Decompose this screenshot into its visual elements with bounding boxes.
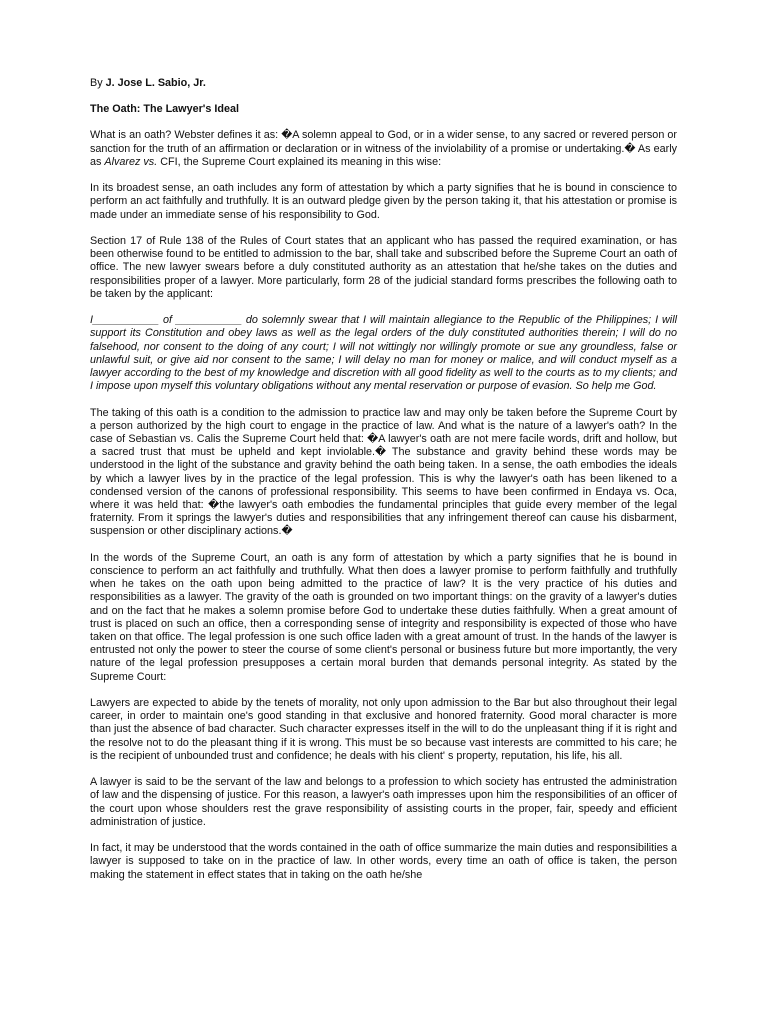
article-title: The Oath: The Lawyer's Ideal <box>90 103 239 116</box>
paragraph-1-text-b: CFI, the Supreme Court explained its meaning in this wise: <box>157 155 442 168</box>
paragraph-7-quote: Lawyers are expected to abide by the tenets of morality, not only upon admission to the Bar but also throughout their legal career, in order to maintain one's good standing in that exclusive and honored fraternity. Good moral character is more than just the absence of bad character. Such character expresses itself in the will to do the unpleasant thing if it is right and the resolve not to do the pleasant thing if it is wrong. This must be so because vast interests are committed to his care; he is the recipient of unbounded trust and confidence; he deals with his client' s property, reputation, his life, his all. <box>90 697 677 762</box>
document-page <box>90 77 677 895</box>
author-name: J. Jose L. Sabio, Jr. <box>105 77 206 89</box>
paragraph-9: In fact, it may be understood that the words contained in the oath of office summarize the main duties and responsibilities a lawyer is supposed to take on in the practice of law. In other words, every time an oath of office is taken, the person making the statement in effect states that in taking on the oath he/she <box>90 842 677 881</box>
paragraph-5: The taking of this oath is a condition to the admission to practice law and may only be taken before the Supreme Court by a person authorized by the high court to engage in the practice of law. And what is the nature of a lawyer's oath? In the case of Sebastian vs. Calis the Supreme Court held that: �A lawyer's oath are not mere facile words, drift and hollow, but a sacred trust that must be upheld and kept inviolable.� The substance and gravity behind these words may be understood in the light of the substance and gravity behind the oath being taken. In a sense, the oath embodies the ideals by which a lawyer lives by in the practice of the legal profession. This is why the lawyer's oath has been likened to a condensed version of the canons of professional responsibility. This seems to have been confirmed in Endaya vs. Oca, where it was held that: �the lawyer's oath embodies the fundamental principles that guide every member of the legal fraternity. From it springs the lawyer's duties and responsibilities that any infringement thereof can cause his disbarment, suspension or other disciplinary actions.� <box>90 406 677 538</box>
paragraph-8: A lawyer is said to be the servant of the law and belongs to a profession to which society has entrusted the administration of law and the dispensing of justice. For this reason, a lawyer's oath impresses upon him the responsibilities of an officer of the court upon whose shoulders rest the grave responsibility of assisting courts in the proper, fair, speedy and efficient administration of justice. <box>90 776 677 828</box>
paragraph-1 <box>90 129 677 169</box>
paragraph-2: In its broadest sense, an oath includes any form of attestation by which a party signifies that he is bound in conscience to perform an act faithfully and truthfully. It is an outward pledge given by the person taking it, that his attestation or promise is made under an immediate sense of his responsibility to God. <box>90 182 677 221</box>
case-name-italic: Alvarez vs. <box>104 155 158 168</box>
oath-text: I___________ of ___________ do solemnly swear that I will maintain allegiance to the Republic of the Philippines; I will support its Constitution and obey laws as well as the legal orders of the duly constituted authorities therein; I will do no falsehood, nor consent to the doing of any court; I will not wittingly nor willingly promote or sue any groundless, false or unlawful suit, or give aid nor consent to the same; I will delay no man for money or malice, and will conduct myself as a lawyer according to the best of my knowledge and discretion with all good fidelity as well to the courts as to my clients; and I impose upon myself this voluntary obligations without any mental reservation or purpose of evasion. So help me God. <box>90 314 677 393</box>
paragraph-1-text-a: What is an oath? Webster defines it as: �A solemn appeal to God, or in a wider sense, to any sacred or revered person or sanction for the truth of an affirmation or declaration or in witness of the inviolability of a promise or undertaking.� As early as <box>90 129 677 168</box>
paragraph-6: In the words of the Supreme Court, an oath is any form of attestation by which a party signifies that he is bound in conscience to perform an act faithfully and truthfully. What then does a lawyer promise to perform faithfully and truthfully when he takes on the oath upon being admitted to the practice of law? It is the very practice of his duties and responsibilities as a lawyer. The gravity of the oath is grounded on two important things: on the gravity of a lawyer's duties and on the fact that he makes a solemn promise before God to undertake these duties faithfully. When a great amount of trust is placed on such an office, then a corresponding sense of integrity and responsibility is expected of those who have taken on that office. The legal profession is one such office laden with a great amount of trust. In the hands of the lawyer is entrusted not only the power to steer the course of some client's personal or business future but more importantly, the very nature of the legal profession presupposes a certain moral burden that demands personal integrity. As stated by the Supreme Court: <box>90 551 677 683</box>
byline-prefix: By <box>90 77 106 89</box>
byline <box>90 77 677 90</box>
paragraph-3: Section 17 of Rule 138 of the Rules of Court states that an applicant who has passed the required examination, or has been otherwise found to be entitled to admission to the bar, shall take and subscribed before the Supreme Court an oath of office. The new lawyer swears before a duly constituted authority as an attestation that he/she takes on the duties and responsibilities proper of a lawyer. More particularly, form 28 of the judicial standard forms prescribes the following oath to be taken by the applicant: <box>90 235 677 300</box>
